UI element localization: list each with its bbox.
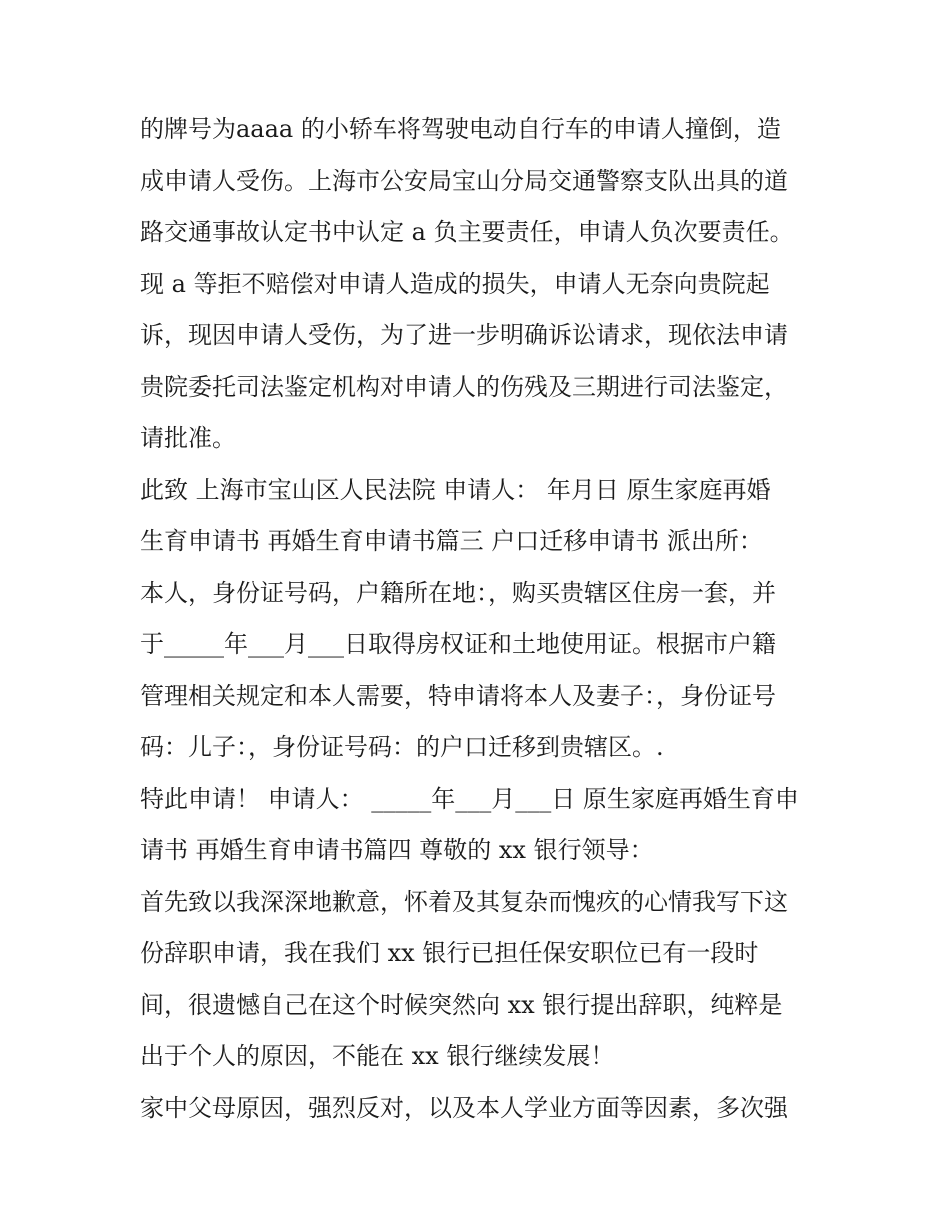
- text-line: 份辞职申请，我在我们 xx 银行已担任保安职位已有一段时: [140, 939, 759, 967]
- text-line: 码：儿子：，身份证号码：的户口迁移到贵辖区。.: [140, 733, 664, 761]
- text-line: 首先致以我深深地歉意，怀着及其复杂而愧疚的心情我写下这: [140, 887, 788, 916]
- text-line: 出于个人的原因，不能在 xx 银行继续发展！: [140, 1042, 615, 1070]
- text-line: 的牌号为aaaa 的小轿车将驾驶电动自行车的申请人撞倒，造: [140, 115, 781, 143]
- text-line: 现 a 等拒不赔偿对申请人造成的损失，申请人无奈向贵院起: [140, 269, 770, 298]
- text-line: 本人，身份证号码，户籍所在地：，购买贵辖区住房一套，并: [140, 578, 776, 607]
- text-line: 诉，现因申请人受伤，为了进一步明确诉讼请求，现依法申请: [140, 321, 788, 349]
- text-line: 家中父母原因，强烈反对，以及本人学业方面等因素，多次强: [140, 1093, 788, 1122]
- text-line: 管理相关规定和本人需要，特申请将本人及妻子：，身份证号: [140, 681, 776, 710]
- document-body: [140, 104, 820, 1134]
- text-line: 于_____年___月___日取得房权证和土地使用证。根据市户籍: [140, 630, 776, 658]
- text-line: 路交通事故认定书中认定 a 负主要责任，申请人负次要责任。: [140, 218, 794, 246]
- text-line: 特此申请！ 申请人： _____年___月___日 原生家庭再婚生育申: [140, 784, 799, 813]
- text-line: 成申请人受伤。上海市公安局宝山分局交通警察支队出具的道: [140, 166, 788, 195]
- text-line: 贵院委托司法鉴定机构对申请人的伤残及三期进行司法鉴定，: [140, 372, 788, 401]
- text-line: 请批准。: [140, 424, 236, 452]
- text-line: 此致 上海市宝山区人民法院 申请人： 年月日 原生家庭再婚: [140, 475, 771, 504]
- text-line: 请书 再婚生育申请书篇四 尊敬的 xx 银行领导：: [140, 836, 654, 864]
- text-line: 间，很遗憾自己在这个时候突然向 xx 银行提出辞职，纯粹是: [140, 990, 783, 1019]
- text-line: 生育申请书 再婚生育申请书篇三 户口迁移申请书 派出所：: [140, 527, 763, 555]
